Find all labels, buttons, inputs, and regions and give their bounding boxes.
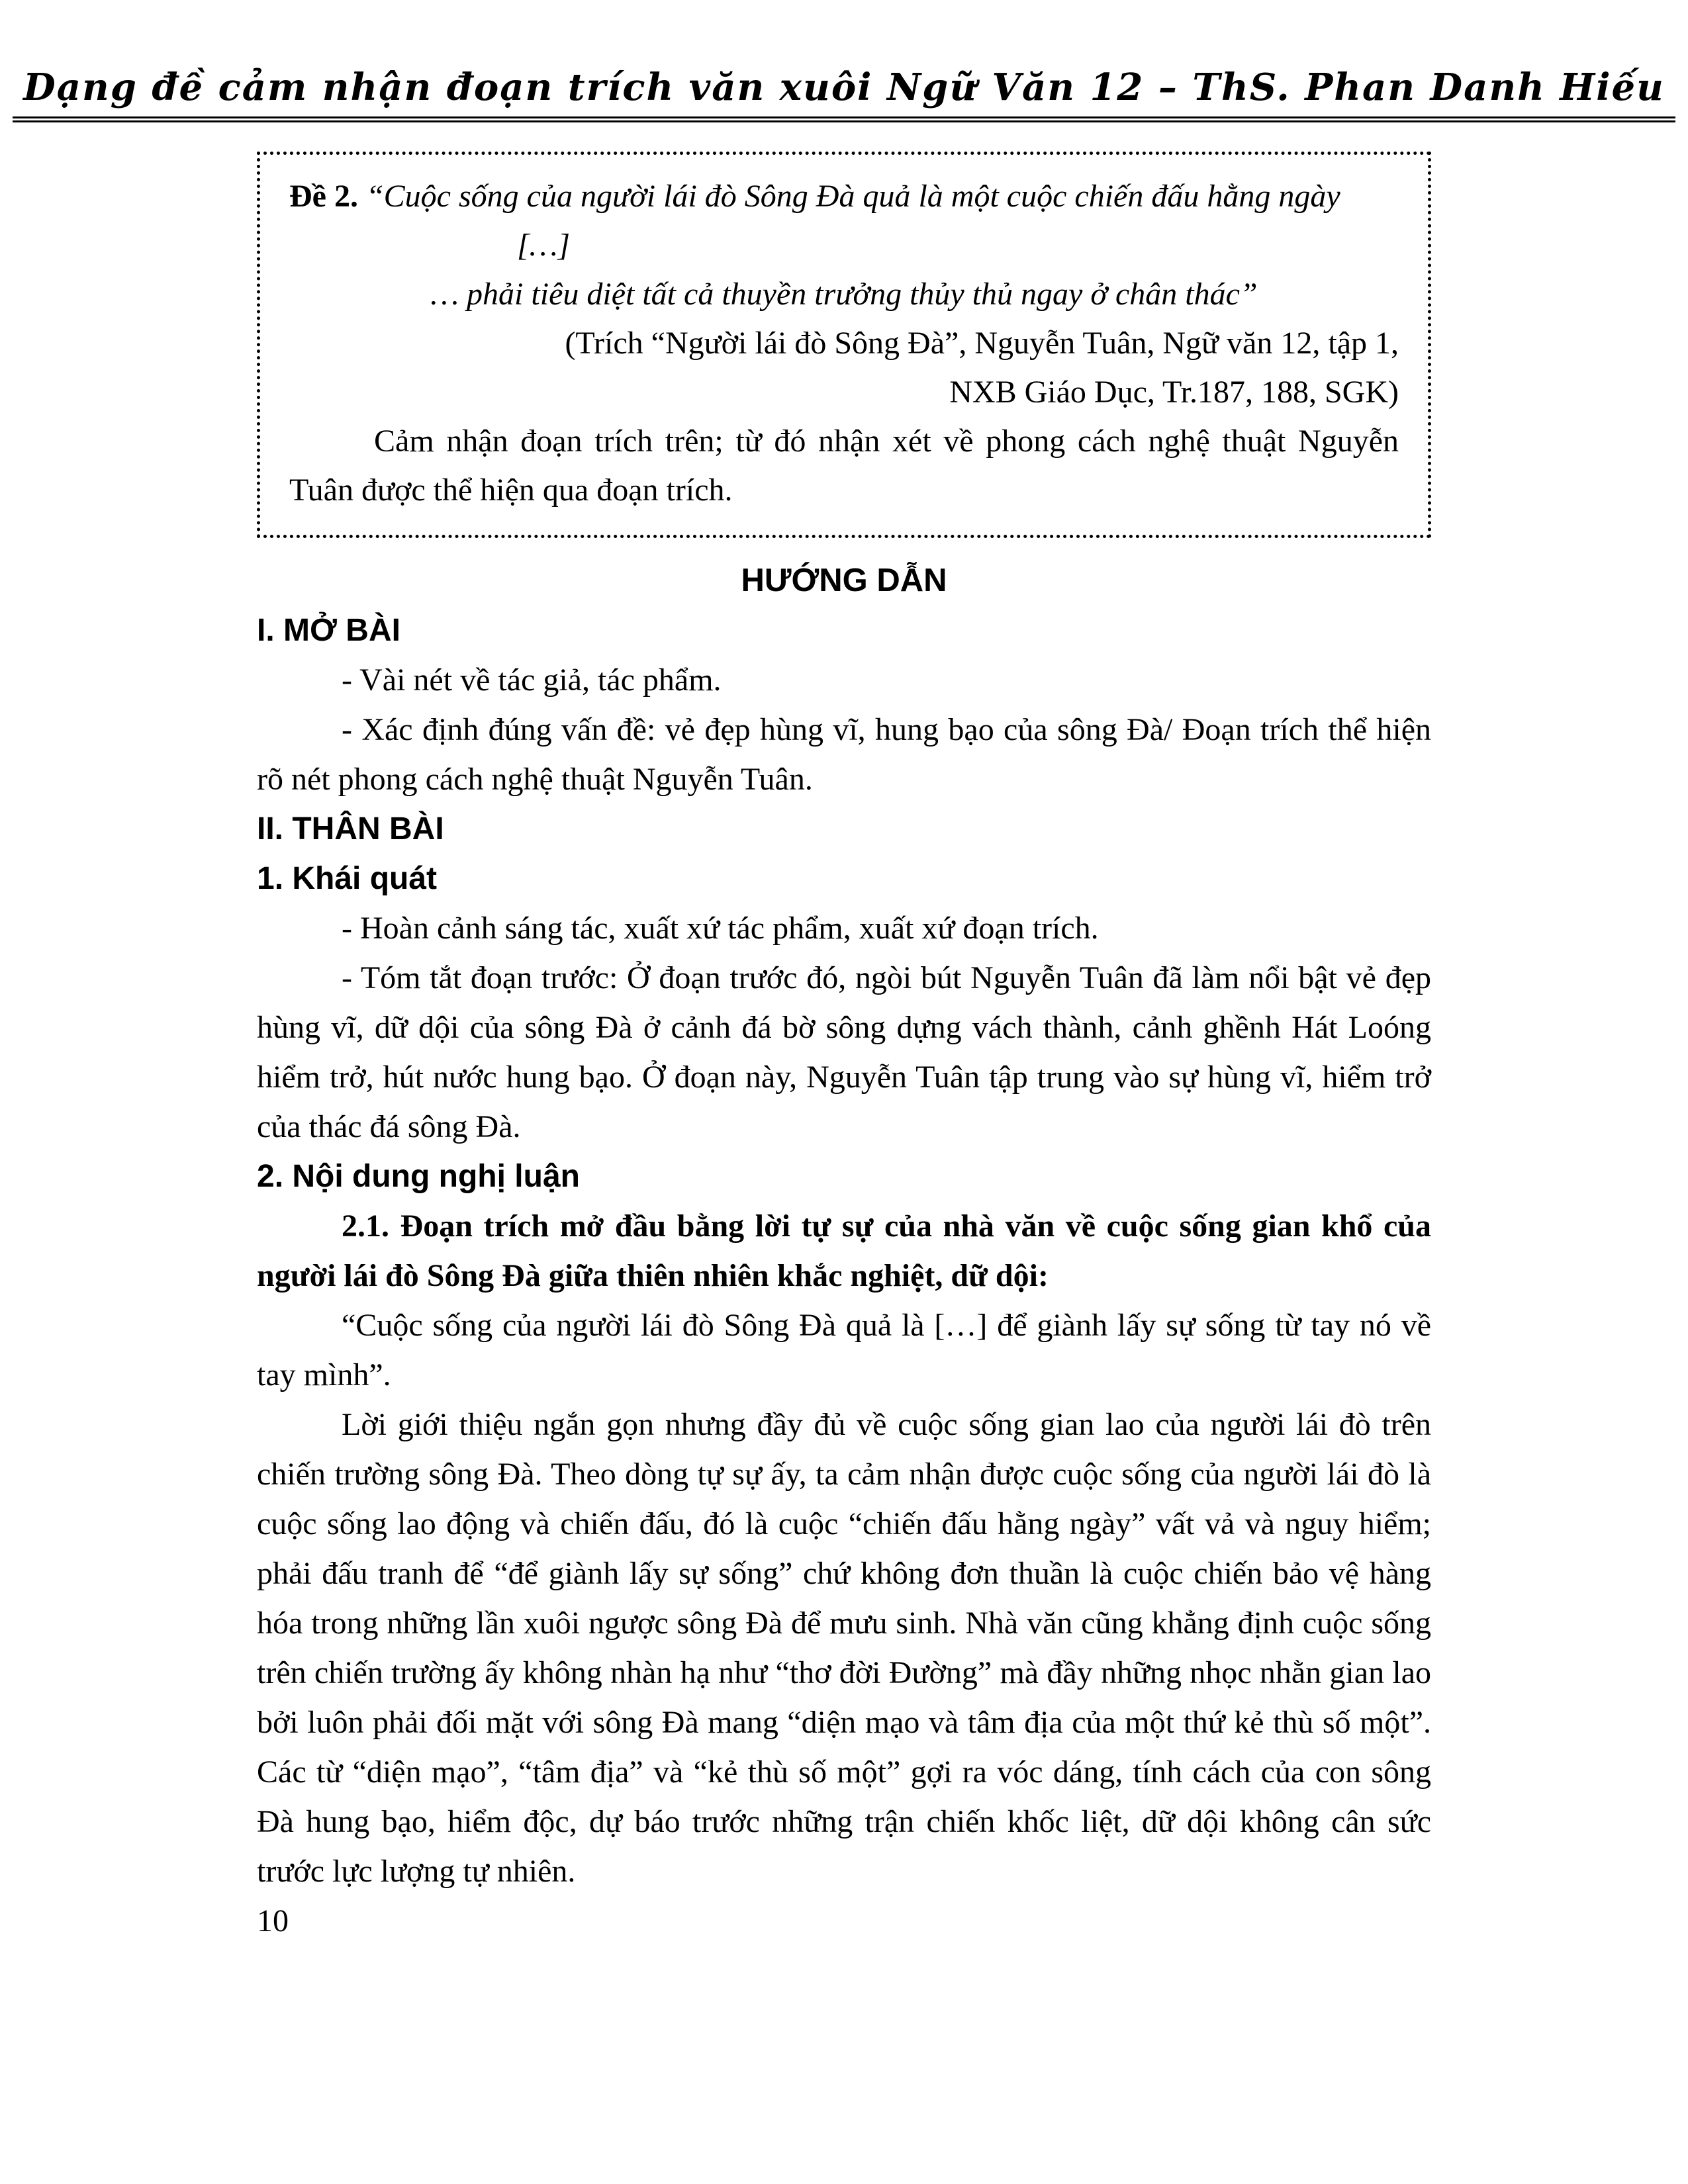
problem-source-line-1: (Trích “Người lái đò Sông Đà”, Nguyễn Tuân, Ngữ văn 12, tập 1,: [565, 326, 1399, 361]
problem-quote-ellipsis: […]: [517, 228, 571, 263]
problem-quote-open: “Cuộc sống của người lái đò Sông Đà quả là một cuộc chiến đấu hằng ngày: [365, 179, 1340, 214]
paragraph: - Hoàn cảnh sáng tác, xuất xứ tác phẩm, xuất xứ đoạn trích.: [342, 911, 1099, 946]
problem-source-line-2: NXB Giáo Dục, Tr.187, 188, SGK): [949, 375, 1399, 410]
paragraph: - Vài nét về tác giả, tác phẩm.: [342, 662, 722, 698]
paragraph: - Xác định đúng vấn đề: vẻ đẹp hùng vĩ, hung bạo của sông Đà/ Đoạn trích thể hiện rõ nét phong cách nghệ thuật Nguyễn Tuân.: [257, 712, 1431, 797]
paragraph-bold: 2.1. Đoạn trích mở đầu bằng lời tự sự của nhà văn về cuộc sống gian khổ của người lái đò Sông Đà giữa thiên nhiên khắc nghiệt, dữ dội:: [257, 1208, 1431, 1294]
section-heading-mo-bai: I. MỞ BÀI: [257, 613, 400, 649]
problem-task: Cảm nhận đoạn trích trên; từ đó nhận xét về phong cách nghệ thuật Nguyễn Tuân được thể hiện qua đoạn trích.: [289, 424, 1399, 508]
section-heading-khai-quat: 1. Khái quát: [257, 861, 438, 897]
paragraph: - Tóm tắt đoạn trước: Ở đoạn trước đó, ngòi bút Nguyễn Tuân đã làm nổi bật vẻ đẹp hùng vĩ, dữ dội của sông Đà ở cảnh đá bờ sông dựng vách thành, cảnh ghềnh Hát Loóng hiểm trở, hút nước hung bạo. Ở đoạn này, Nguyễn Tuân tập trung vào sự hùng vĩ, hiểm trở của thác đá sông Đà.: [257, 960, 1431, 1145]
problem-quote-line-1: [289, 172, 1399, 221]
guide-title: HƯỚNG DẪN: [741, 563, 947, 599]
section-heading-than-bai: II. THÂN BÀI: [257, 811, 444, 847]
problem-quote-close: … phải tiêu diệt tất cả thuyền trưởng thủy thủ ngay ở chân thác”: [430, 277, 1258, 312]
page-header: [0, 0, 1688, 122]
problem-box: [257, 152, 1431, 538]
problem-label: Đề 2.: [289, 179, 358, 214]
paragraph: Lời giới thiệu ngắn gọn nhưng đầy đủ về cuộc sống gian lao của người lái đò trên chiến trường sông Đà. Theo dòng tự sự ấy, ta cảm nhận được cuộc sống của người lái đò là cuộc sống lao động và chiến đấu, đó là cuộc “chiến đấu hằng ngày” vất vả và nguy hiểm; phải đấu tranh để “để giành lấy sự sống” chứ không đơn thuần là cuộc chiến bảo vệ hàng hóa trong những lần xuôi ngược sông Đà để mưu sinh. Nhà văn cũng khẳng định cuộc sống trên chiến trường ấy không nhàn hạ như “thơ đời Đường” mà đầy những nhọc nhằn gian lao bởi luôn phải đối mặt với sông Đà mang “diện mạo và tâm địa của một thứ kẻ thù số một”. Các từ “diện mạo”, “tâm địa” và “kẻ thù số một” gợi ra vóc dáng, tính cách của con sông Đà hung bạo, hiểm độc, dự báo trước những trận chiến khốc liệt, dữ dội không cân sức trước lực lượng tự nhiên.: [257, 1407, 1431, 1889]
section-heading-noi-dung-nghi-luan: 2. Nội dung nghị luận: [257, 1159, 580, 1195]
running-head-title: Dạng đề cảm nhận đoạn trích văn xuôi Ngữ Văn 12 – ThS. Phan Danh Hiếu: [13, 66, 1675, 122]
page-number: 10: [257, 1903, 289, 1939]
paragraph: “Cuộc sống của người lái đò Sông Đà quả là […] để giành lấy sự sống từ tay nó về tay mình”.: [257, 1308, 1431, 1393]
guide-content: [257, 606, 1431, 1896]
